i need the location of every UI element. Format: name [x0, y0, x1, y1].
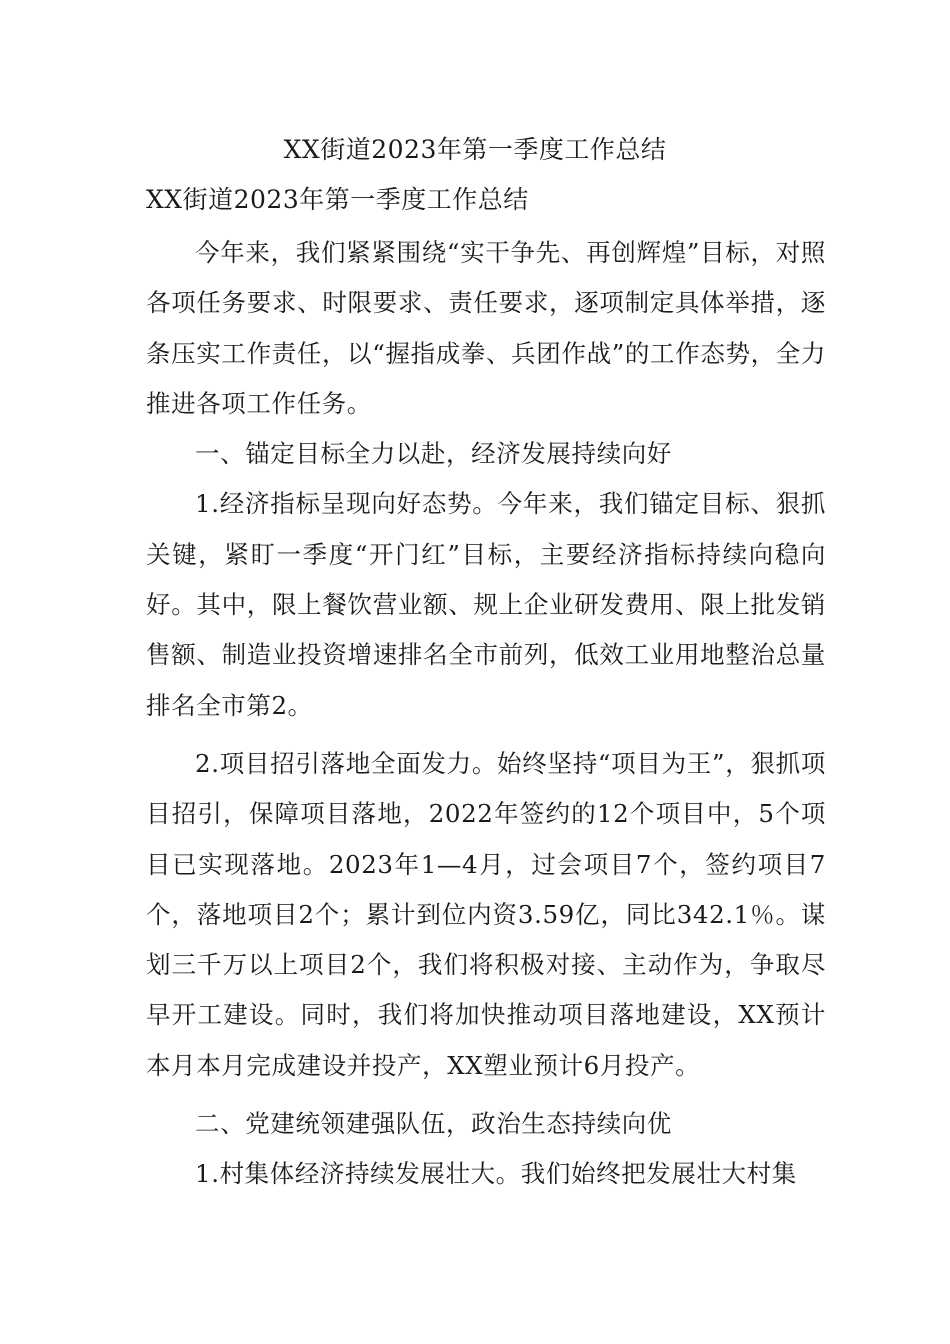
section-1-item-1: 1.经济指标呈现向好态势。今年来，我们锚定目标、狠抓关键，紧盯一季度“开门红”目标，主要经济指标持续向稳向好。其中，限上餐饮营业额、规上企业研发费用、限上批发销售额、制造业投资增速排名全市前列，低效工业用地整治总量排名全市第2。 [146, 489, 826, 720]
document-subtitle: XX街道2023年第一季度工作总结 [146, 185, 529, 214]
document-body [146, 228, 826, 1200]
intro-paragraph: 今年来，我们紧紧围绕“实干争先、再创辉煌”目标，对照各项任务要求、时限要求、责任要求，逐项制定具体举措，逐条压实工作责任，以“握指成拳、兵团作战”的工作态势，全力推进各项工作任务。 [146, 238, 826, 418]
paragraph-gap [146, 1091, 826, 1099]
section-1-item-2: 2.项目招引落地全面发力。始终坚持“项目为王”，狠抓项目招引，保障项目落地，2022年签约的12个项目中，5个项目已实现落地。2023年1—4月，过会项目7个，签约项目7个，落地项目2个；累计到位内资3.59亿，同比342.1％。谋划三千万以上项目2个，我们将积极对接、主动作为，争取尽早开工建设。同时，我们将加快推动项目落地建设，XX预计本月本月完成建设并投产，XX塑业预计6月投产。 [146, 748, 826, 1080]
section-2-heading: 二、党建统领建强队伍，政治生态持续向优 [195, 1109, 672, 1139]
section-2-item-1: 1.村集体经济持续发展壮大。我们始终把发展壮大村集 [195, 1159, 797, 1189]
paragraph-gap [146, 731, 826, 739]
document-title: XX街道2023年第一季度工作总结 [283, 135, 667, 164]
section-1-heading: 一、锚定目标全力以赴，经济发展持续向好 [195, 439, 672, 469]
